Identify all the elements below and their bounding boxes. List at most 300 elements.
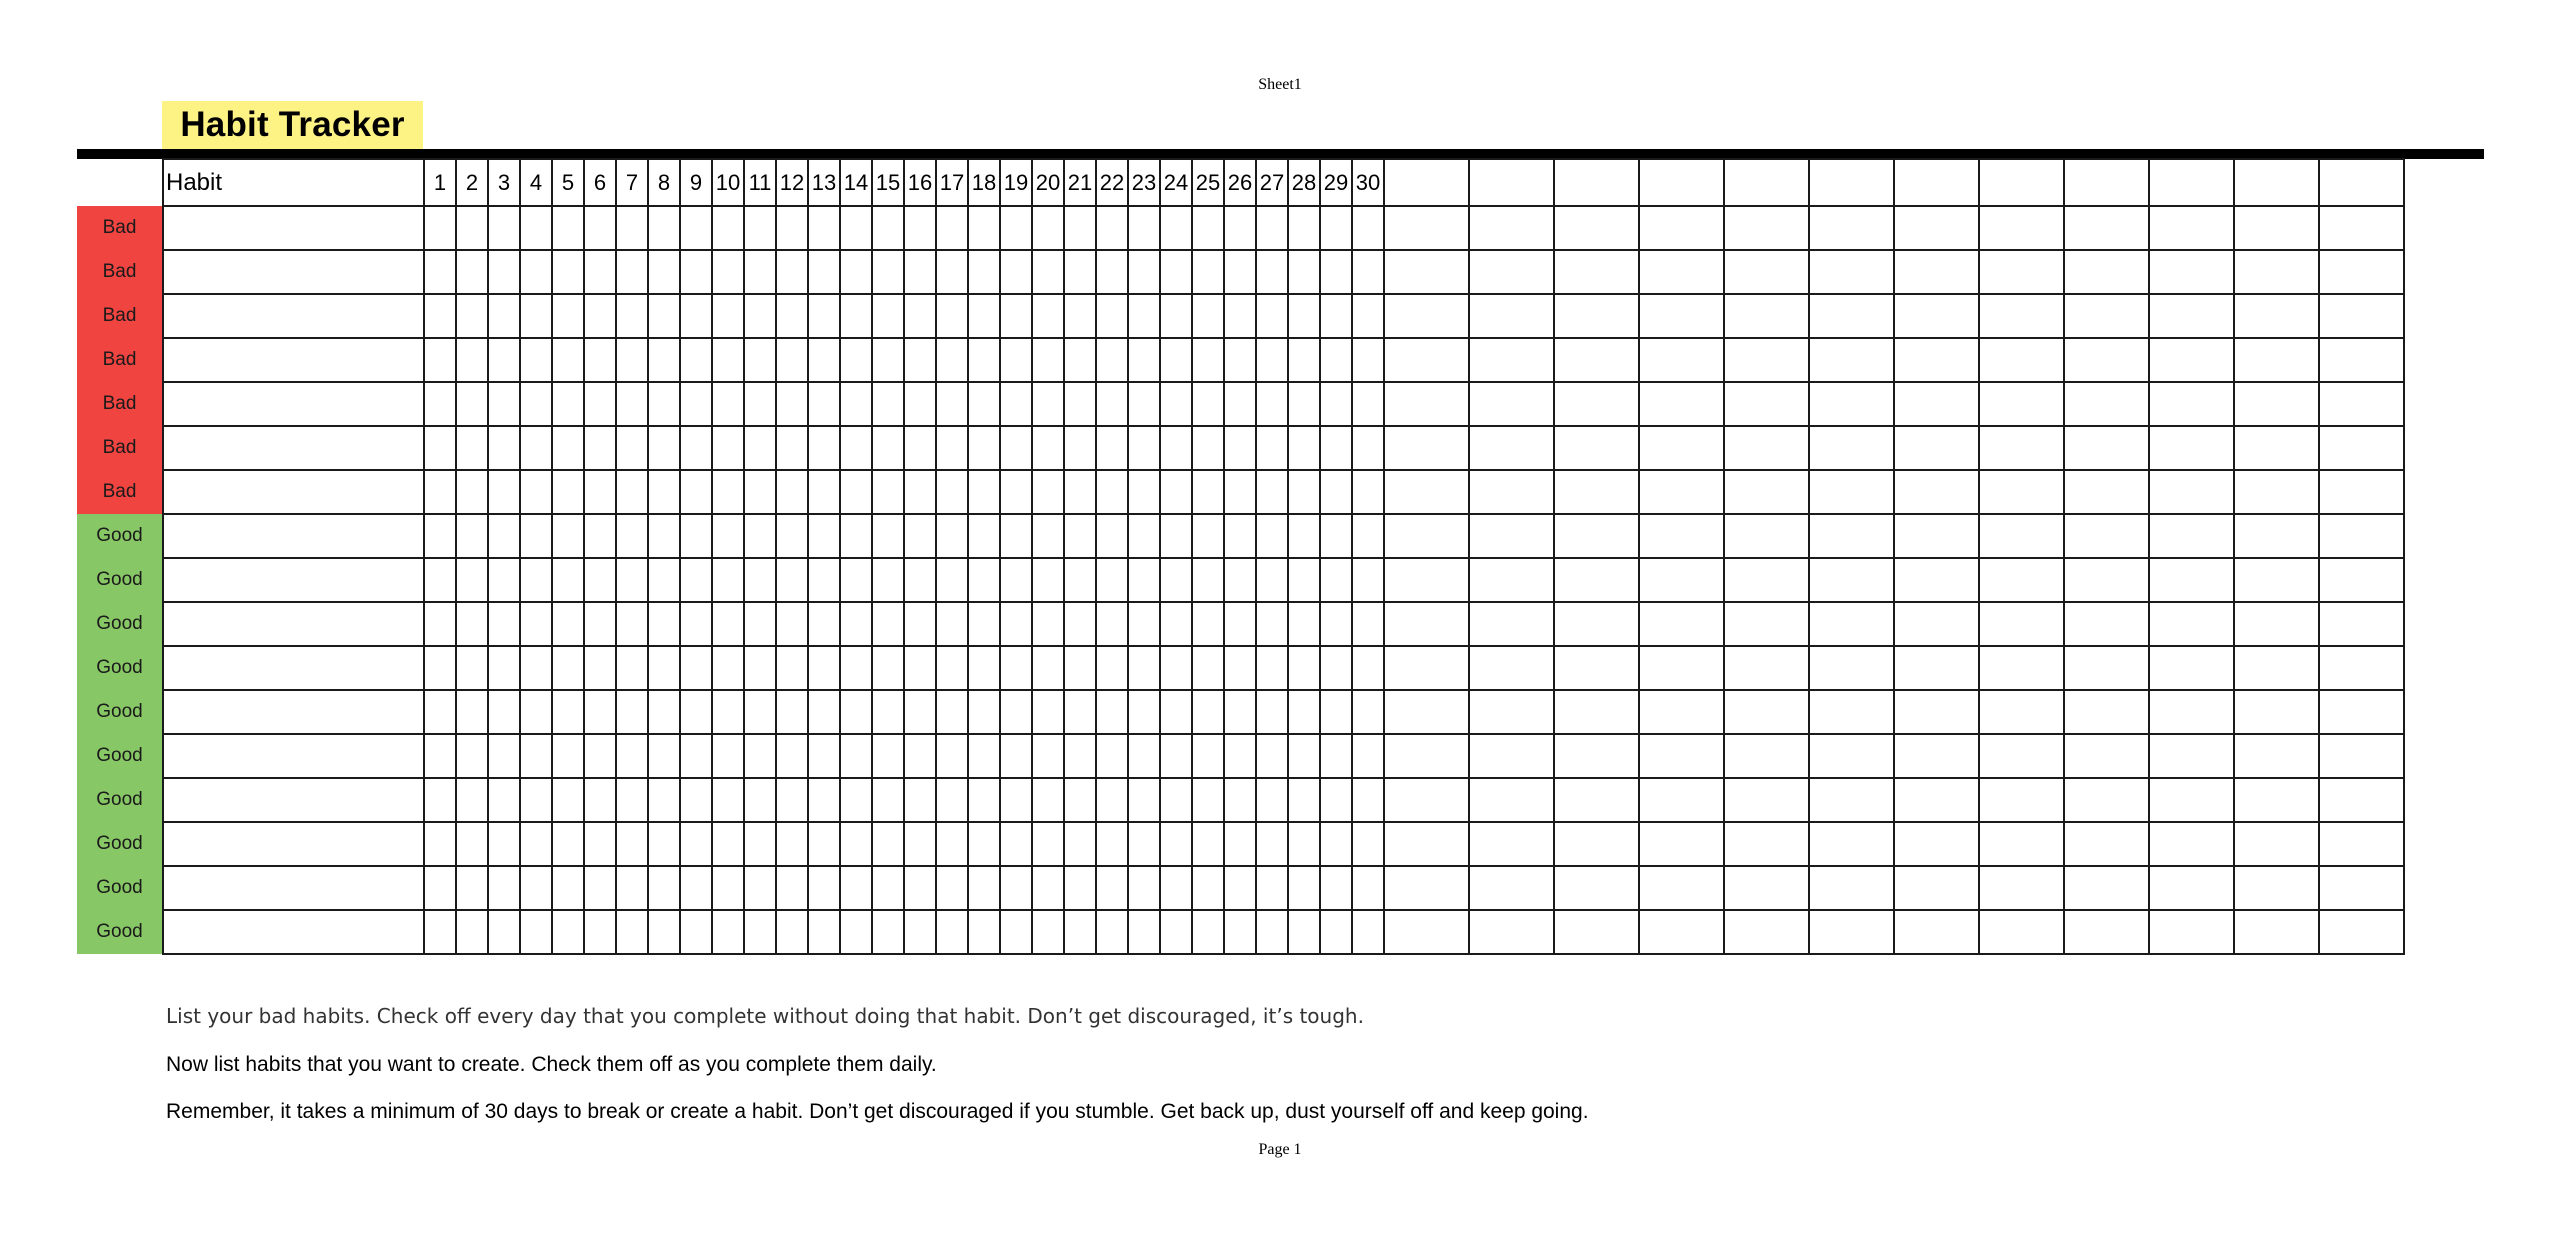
day-check-cell[interactable] (904, 822, 936, 866)
day-check-cell[interactable] (872, 470, 904, 514)
extra-cell[interactable] (2149, 734, 2234, 778)
extra-cell[interactable] (2064, 470, 2149, 514)
day-check-cell[interactable] (968, 910, 1000, 954)
day-check-cell[interactable] (456, 514, 488, 558)
day-check-cell[interactable] (520, 646, 552, 690)
day-check-cell[interactable] (616, 470, 648, 514)
day-check-cell[interactable] (1320, 470, 1352, 514)
day-check-cell[interactable] (1000, 734, 1032, 778)
day-check-cell[interactable] (1256, 250, 1288, 294)
day-check-cell[interactable] (1192, 206, 1224, 250)
day-check-cell[interactable] (1224, 646, 1256, 690)
extra-cell[interactable] (1979, 822, 2064, 866)
day-check-cell[interactable] (616, 602, 648, 646)
extra-cell[interactable] (2234, 734, 2319, 778)
day-check-cell[interactable] (584, 866, 616, 910)
day-check-cell[interactable] (904, 514, 936, 558)
day-check-cell[interactable] (744, 514, 776, 558)
day-check-cell[interactable] (520, 822, 552, 866)
extra-cell[interactable] (1639, 690, 1724, 734)
day-check-cell[interactable] (424, 602, 456, 646)
extra-cell[interactable] (1809, 558, 1894, 602)
day-check-cell[interactable] (1320, 382, 1352, 426)
day-check-cell[interactable] (1032, 426, 1064, 470)
day-check-cell[interactable] (1224, 690, 1256, 734)
day-check-cell[interactable] (968, 426, 1000, 470)
day-check-cell[interactable] (840, 558, 872, 602)
day-check-cell[interactable] (1192, 822, 1224, 866)
day-check-cell[interactable] (1352, 558, 1384, 602)
day-check-cell[interactable] (1160, 646, 1192, 690)
day-check-cell[interactable] (808, 646, 840, 690)
extra-cell[interactable] (1724, 646, 1809, 690)
day-check-cell[interactable] (744, 206, 776, 250)
day-check-cell[interactable] (1320, 206, 1352, 250)
day-check-cell[interactable] (1064, 250, 1096, 294)
extra-cell[interactable] (1639, 558, 1724, 602)
extra-cell[interactable] (1554, 910, 1639, 954)
day-check-cell[interactable] (968, 206, 1000, 250)
extra-cell[interactable] (1894, 602, 1979, 646)
day-check-cell[interactable] (1128, 646, 1160, 690)
day-check-cell[interactable] (744, 338, 776, 382)
extra-cell[interactable] (2149, 382, 2234, 426)
day-check-cell[interactable] (520, 558, 552, 602)
extra-cell[interactable] (2149, 558, 2234, 602)
extra-cell[interactable] (1469, 338, 1554, 382)
day-check-cell[interactable] (1096, 426, 1128, 470)
extra-cell[interactable] (1469, 690, 1554, 734)
extra-cell[interactable] (1384, 778, 1469, 822)
extra-cell[interactable] (1639, 646, 1724, 690)
extra-cell[interactable] (1809, 514, 1894, 558)
habit-name-cell[interactable] (163, 426, 424, 470)
day-check-cell[interactable] (1288, 338, 1320, 382)
extra-cell[interactable] (1469, 426, 1554, 470)
extra-cell[interactable] (2064, 602, 2149, 646)
day-check-cell[interactable] (808, 778, 840, 822)
day-check-cell[interactable] (1224, 910, 1256, 954)
day-check-cell[interactable] (1064, 910, 1096, 954)
day-check-cell[interactable] (712, 778, 744, 822)
extra-cell[interactable] (1979, 470, 2064, 514)
extra-cell[interactable] (1894, 866, 1979, 910)
day-check-cell[interactable] (616, 778, 648, 822)
day-check-cell[interactable] (1160, 470, 1192, 514)
day-check-cell[interactable] (744, 910, 776, 954)
extra-cell[interactable] (1809, 602, 1894, 646)
day-check-cell[interactable] (776, 382, 808, 426)
extra-cell[interactable] (1639, 426, 1724, 470)
extra-cell[interactable] (2064, 558, 2149, 602)
day-check-cell[interactable] (1128, 558, 1160, 602)
day-check-cell[interactable] (1352, 734, 1384, 778)
day-check-cell[interactable] (936, 514, 968, 558)
day-check-cell[interactable] (776, 558, 808, 602)
extra-cell[interactable] (1554, 206, 1639, 250)
day-check-cell[interactable] (744, 426, 776, 470)
extra-cell[interactable] (1469, 866, 1554, 910)
day-check-cell[interactable] (872, 690, 904, 734)
extra-cell[interactable] (1894, 250, 1979, 294)
day-check-cell[interactable] (1032, 382, 1064, 426)
day-check-cell[interactable] (840, 470, 872, 514)
extra-cell[interactable] (2234, 470, 2319, 514)
day-check-cell[interactable] (1288, 734, 1320, 778)
day-check-cell[interactable] (1032, 690, 1064, 734)
extra-cell[interactable] (2064, 206, 2149, 250)
day-check-cell[interactable] (712, 470, 744, 514)
day-check-cell[interactable] (584, 338, 616, 382)
day-check-cell[interactable] (1352, 690, 1384, 734)
day-check-cell[interactable] (648, 382, 680, 426)
day-check-cell[interactable] (936, 690, 968, 734)
day-check-cell[interactable] (1000, 866, 1032, 910)
day-check-cell[interactable] (1096, 690, 1128, 734)
day-check-cell[interactable] (488, 822, 520, 866)
day-check-cell[interactable] (584, 822, 616, 866)
extra-cell[interactable] (1554, 514, 1639, 558)
day-check-cell[interactable] (1192, 470, 1224, 514)
extra-cell[interactable] (1979, 646, 2064, 690)
day-check-cell[interactable] (680, 558, 712, 602)
day-check-cell[interactable] (968, 690, 1000, 734)
day-check-cell[interactable] (1288, 910, 1320, 954)
extra-cell[interactable] (1554, 338, 1639, 382)
day-check-cell[interactable] (1064, 338, 1096, 382)
day-check-cell[interactable] (584, 294, 616, 338)
day-check-cell[interactable] (1096, 250, 1128, 294)
day-check-cell[interactable] (1160, 250, 1192, 294)
day-check-cell[interactable] (424, 514, 456, 558)
day-check-cell[interactable] (1064, 778, 1096, 822)
day-check-cell[interactable] (1352, 822, 1384, 866)
day-check-cell[interactable] (776, 866, 808, 910)
day-check-cell[interactable] (1352, 866, 1384, 910)
day-check-cell[interactable] (520, 602, 552, 646)
day-check-cell[interactable] (1064, 470, 1096, 514)
extra-cell[interactable] (2319, 470, 2404, 514)
day-check-cell[interactable] (904, 734, 936, 778)
day-check-cell[interactable] (968, 646, 1000, 690)
extra-cell[interactable] (1639, 250, 1724, 294)
extra-cell[interactable] (2319, 382, 2404, 426)
extra-cell[interactable] (1809, 426, 1894, 470)
day-check-cell[interactable] (616, 338, 648, 382)
extra-cell[interactable] (1894, 514, 1979, 558)
day-check-cell[interactable] (808, 338, 840, 382)
extra-cell[interactable] (1724, 734, 1809, 778)
day-check-cell[interactable] (840, 910, 872, 954)
day-check-cell[interactable] (552, 734, 584, 778)
day-check-cell[interactable] (648, 690, 680, 734)
day-check-cell[interactable] (456, 558, 488, 602)
day-check-cell[interactable] (1096, 734, 1128, 778)
day-check-cell[interactable] (1128, 382, 1160, 426)
day-check-cell[interactable] (424, 778, 456, 822)
habit-name-cell[interactable] (163, 206, 424, 250)
day-check-cell[interactable] (904, 558, 936, 602)
day-check-cell[interactable] (808, 602, 840, 646)
extra-cell[interactable] (1979, 778, 2064, 822)
day-check-cell[interactable] (1128, 338, 1160, 382)
day-check-cell[interactable] (1160, 778, 1192, 822)
extra-cell[interactable] (1554, 734, 1639, 778)
day-check-cell[interactable] (1096, 602, 1128, 646)
extra-cell[interactable] (2149, 778, 2234, 822)
extra-cell[interactable] (2319, 778, 2404, 822)
extra-cell[interactable] (1724, 294, 1809, 338)
extra-cell[interactable] (2149, 822, 2234, 866)
day-check-cell[interactable] (1288, 778, 1320, 822)
day-check-cell[interactable] (712, 734, 744, 778)
day-check-cell[interactable] (520, 470, 552, 514)
extra-cell[interactable] (1809, 206, 1894, 250)
day-check-cell[interactable] (1352, 426, 1384, 470)
extra-cell[interactable] (1724, 470, 1809, 514)
day-check-cell[interactable] (680, 690, 712, 734)
day-check-cell[interactable] (1224, 382, 1256, 426)
habit-name-cell[interactable] (163, 734, 424, 778)
day-check-cell[interactable] (968, 602, 1000, 646)
day-check-cell[interactable] (904, 866, 936, 910)
extra-cell[interactable] (1384, 822, 1469, 866)
day-check-cell[interactable] (1064, 382, 1096, 426)
extra-cell[interactable] (1894, 426, 1979, 470)
day-check-cell[interactable] (1096, 294, 1128, 338)
day-check-cell[interactable] (936, 602, 968, 646)
day-check-cell[interactable] (1224, 338, 1256, 382)
habit-name-cell[interactable] (163, 690, 424, 734)
day-check-cell[interactable] (1192, 514, 1224, 558)
extra-cell[interactable] (1469, 646, 1554, 690)
day-check-cell[interactable] (648, 294, 680, 338)
extra-cell[interactable] (1384, 602, 1469, 646)
extra-cell[interactable] (1384, 426, 1469, 470)
extra-cell[interactable] (1979, 206, 2064, 250)
day-check-cell[interactable] (1192, 910, 1224, 954)
day-check-cell[interactable] (1256, 910, 1288, 954)
day-check-cell[interactable] (488, 866, 520, 910)
day-check-cell[interactable] (1192, 602, 1224, 646)
day-check-cell[interactable] (488, 778, 520, 822)
day-check-cell[interactable] (1352, 206, 1384, 250)
extra-cell[interactable] (1809, 690, 1894, 734)
day-check-cell[interactable] (1352, 382, 1384, 426)
day-check-cell[interactable] (1160, 514, 1192, 558)
day-check-cell[interactable] (680, 778, 712, 822)
day-check-cell[interactable] (776, 250, 808, 294)
day-check-cell[interactable] (1224, 250, 1256, 294)
day-check-cell[interactable] (1352, 602, 1384, 646)
day-check-cell[interactable] (744, 602, 776, 646)
day-check-cell[interactable] (456, 822, 488, 866)
day-check-cell[interactable] (648, 206, 680, 250)
day-check-cell[interactable] (744, 250, 776, 294)
day-check-cell[interactable] (840, 250, 872, 294)
extra-cell[interactable] (1639, 602, 1724, 646)
day-check-cell[interactable] (648, 426, 680, 470)
day-check-cell[interactable] (456, 690, 488, 734)
day-check-cell[interactable] (872, 206, 904, 250)
day-check-cell[interactable] (1192, 382, 1224, 426)
extra-cell[interactable] (2234, 690, 2319, 734)
extra-cell[interactable] (1554, 646, 1639, 690)
habit-name-cell[interactable] (163, 470, 424, 514)
day-check-cell[interactable] (872, 734, 904, 778)
extra-cell[interactable] (2319, 822, 2404, 866)
day-check-cell[interactable] (1192, 338, 1224, 382)
day-check-cell[interactable] (1192, 426, 1224, 470)
day-check-cell[interactable] (1224, 822, 1256, 866)
day-check-cell[interactable] (456, 778, 488, 822)
day-check-cell[interactable] (1096, 514, 1128, 558)
habit-name-cell[interactable] (163, 910, 424, 954)
extra-cell[interactable] (1554, 558, 1639, 602)
extra-cell[interactable] (1469, 514, 1554, 558)
day-check-cell[interactable] (1192, 250, 1224, 294)
day-check-cell[interactable] (1000, 294, 1032, 338)
day-check-cell[interactable] (1224, 294, 1256, 338)
day-check-cell[interactable] (1160, 690, 1192, 734)
day-check-cell[interactable] (840, 778, 872, 822)
day-check-cell[interactable] (1160, 206, 1192, 250)
day-check-cell[interactable] (680, 470, 712, 514)
day-check-cell[interactable] (1160, 382, 1192, 426)
day-check-cell[interactable] (616, 646, 648, 690)
day-check-cell[interactable] (648, 250, 680, 294)
extra-cell[interactable] (2234, 866, 2319, 910)
day-check-cell[interactable] (424, 382, 456, 426)
day-check-cell[interactable] (872, 558, 904, 602)
day-check-cell[interactable] (1160, 426, 1192, 470)
day-check-cell[interactable] (1128, 514, 1160, 558)
extra-cell[interactable] (1979, 338, 2064, 382)
day-check-cell[interactable] (712, 602, 744, 646)
day-check-cell[interactable] (680, 426, 712, 470)
day-check-cell[interactable] (1352, 294, 1384, 338)
day-check-cell[interactable] (872, 822, 904, 866)
day-check-cell[interactable] (1288, 250, 1320, 294)
extra-cell[interactable] (1384, 558, 1469, 602)
day-check-cell[interactable] (680, 602, 712, 646)
day-check-cell[interactable] (904, 426, 936, 470)
day-check-cell[interactable] (1192, 866, 1224, 910)
extra-cell[interactable] (1809, 778, 1894, 822)
habit-name-cell[interactable] (163, 822, 424, 866)
day-check-cell[interactable] (1224, 558, 1256, 602)
day-check-cell[interactable] (808, 822, 840, 866)
day-check-cell[interactable] (872, 646, 904, 690)
day-check-cell[interactable] (776, 778, 808, 822)
extra-cell[interactable] (1809, 382, 1894, 426)
extra-cell[interactable] (1469, 206, 1554, 250)
day-check-cell[interactable] (1128, 206, 1160, 250)
day-check-cell[interactable] (904, 690, 936, 734)
day-check-cell[interactable] (712, 690, 744, 734)
extra-cell[interactable] (1554, 822, 1639, 866)
day-check-cell[interactable] (648, 734, 680, 778)
extra-cell[interactable] (1384, 690, 1469, 734)
day-check-cell[interactable] (552, 514, 584, 558)
day-check-cell[interactable] (488, 206, 520, 250)
day-check-cell[interactable] (1064, 690, 1096, 734)
day-check-cell[interactable] (808, 294, 840, 338)
day-check-cell[interactable] (424, 734, 456, 778)
extra-cell[interactable] (1639, 338, 1724, 382)
day-check-cell[interactable] (1128, 250, 1160, 294)
day-check-cell[interactable] (936, 470, 968, 514)
extra-cell[interactable] (2064, 778, 2149, 822)
extra-cell[interactable] (2149, 338, 2234, 382)
day-check-cell[interactable] (456, 470, 488, 514)
day-check-cell[interactable] (456, 602, 488, 646)
day-check-cell[interactable] (1064, 558, 1096, 602)
day-check-cell[interactable] (1128, 294, 1160, 338)
day-check-cell[interactable] (712, 426, 744, 470)
day-check-cell[interactable] (456, 206, 488, 250)
day-check-cell[interactable] (936, 646, 968, 690)
day-check-cell[interactable] (584, 206, 616, 250)
day-check-cell[interactable] (744, 646, 776, 690)
day-check-cell[interactable] (808, 866, 840, 910)
day-check-cell[interactable] (936, 778, 968, 822)
extra-cell[interactable] (2319, 646, 2404, 690)
day-check-cell[interactable] (904, 250, 936, 294)
day-check-cell[interactable] (520, 866, 552, 910)
day-check-cell[interactable] (1224, 602, 1256, 646)
extra-cell[interactable] (1554, 778, 1639, 822)
day-check-cell[interactable] (1224, 514, 1256, 558)
day-check-cell[interactable] (552, 690, 584, 734)
day-check-cell[interactable] (936, 734, 968, 778)
extra-cell[interactable] (2234, 646, 2319, 690)
day-check-cell[interactable] (936, 206, 968, 250)
extra-cell[interactable] (1554, 602, 1639, 646)
day-check-cell[interactable] (872, 382, 904, 426)
day-check-cell[interactable] (1320, 910, 1352, 954)
day-check-cell[interactable] (1128, 602, 1160, 646)
day-check-cell[interactable] (1064, 734, 1096, 778)
day-check-cell[interactable] (1160, 558, 1192, 602)
day-check-cell[interactable] (1256, 646, 1288, 690)
day-check-cell[interactable] (1256, 206, 1288, 250)
extra-cell[interactable] (1979, 602, 2064, 646)
day-check-cell[interactable] (1320, 294, 1352, 338)
day-check-cell[interactable] (1256, 514, 1288, 558)
day-check-cell[interactable] (584, 646, 616, 690)
day-check-cell[interactable] (872, 602, 904, 646)
day-check-cell[interactable] (936, 426, 968, 470)
day-check-cell[interactable] (1288, 866, 1320, 910)
day-check-cell[interactable] (1160, 910, 1192, 954)
day-check-cell[interactable] (424, 690, 456, 734)
day-check-cell[interactable] (1352, 338, 1384, 382)
day-check-cell[interactable] (1320, 426, 1352, 470)
day-check-cell[interactable] (1064, 646, 1096, 690)
habit-name-cell[interactable] (163, 294, 424, 338)
day-check-cell[interactable] (1320, 558, 1352, 602)
day-check-cell[interactable] (1096, 910, 1128, 954)
day-check-cell[interactable] (1128, 470, 1160, 514)
day-check-cell[interactable] (1256, 778, 1288, 822)
day-check-cell[interactable] (680, 822, 712, 866)
day-check-cell[interactable] (1096, 778, 1128, 822)
day-check-cell[interactable] (744, 734, 776, 778)
day-check-cell[interactable] (1064, 602, 1096, 646)
day-check-cell[interactable] (616, 910, 648, 954)
extra-cell[interactable] (1469, 778, 1554, 822)
